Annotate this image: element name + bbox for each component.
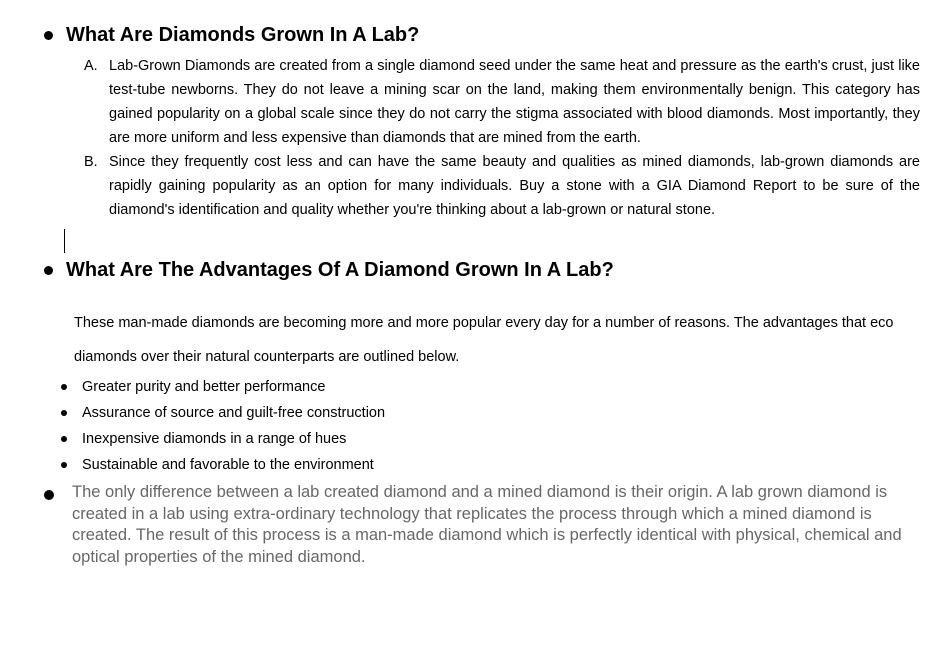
bullet-icon — [44, 490, 54, 500]
list-item — [58, 426, 658, 452]
list-item-a — [84, 54, 920, 150]
section1-heading-row — [40, 22, 419, 48]
section2-heading: What Are The Advantages Of A Diamond Grown In A Lab? — [66, 259, 614, 281]
advantages-list — [58, 374, 658, 478]
list-item-b — [84, 150, 920, 222]
bullet-icon — [61, 436, 67, 442]
bullet-icon — [61, 384, 67, 390]
section1-ordered-list — [84, 54, 920, 222]
section2-heading-row — [40, 257, 614, 283]
heading-bullet — [44, 266, 53, 275]
list-item-text: Assurance of source and guilt-free construction — [82, 405, 386, 421]
list-marker: B. — [84, 154, 98, 170]
bullet-icon — [61, 410, 67, 416]
text-cursor — [64, 229, 65, 253]
origin-note — [40, 482, 910, 568]
list-item-text: Lab-Grown Diamonds are created from a single diamond seed under the same heat and pressure as the earth's crust, just like test-tube newborns. They do not leave a mining scar on the land, making them environmentally benign. This category has gained popularity on a global scale since they do not carry the stigma associated with blood diamonds. Most importantly, they are more uniform and less expensive than diamonds that are mined from the earth. — [109, 58, 920, 146]
list-item-text: Greater purity and better performance — [82, 379, 326, 395]
heading-bullet — [44, 31, 53, 40]
bullet-icon — [61, 462, 67, 468]
list-item-text: Inexpensive diamonds in a range of hues — [82, 431, 347, 447]
origin-note-text: The only difference between a lab created diamond and a mined diamond is their origin. A lab grown diamond is created in a lab using extra-ordinary technology that replicates the process through which a mined diamond is created. The result of this process is a man-made diamond which is perfectly identical with physical, chemical and optical properties of the mined diamond. — [72, 483, 902, 566]
list-item — [58, 374, 658, 400]
list-item-text: Since they frequently cost less and can have the same beauty and qualities as mined diamonds, lab-grown diamonds are rapidly gaining popularity as an option for many individuals. Buy a stone with a GIA Diamond Report to be sure of the diamond's identification and quality whether you're thinking about a lab-grown or natural stone. — [109, 154, 920, 218]
section2-intro: These man-made diamonds are becoming more and more popular every day for a number of reasons. The advantages that eco diamonds over their natural counterparts are outlined below. — [74, 315, 894, 365]
list-item — [58, 452, 658, 478]
list-item-text: Sustainable and favorable to the environment — [82, 457, 374, 473]
list-marker: A. — [84, 58, 98, 74]
section1-heading: What Are Diamonds Grown In A Lab? — [66, 24, 420, 46]
list-item — [58, 400, 658, 426]
